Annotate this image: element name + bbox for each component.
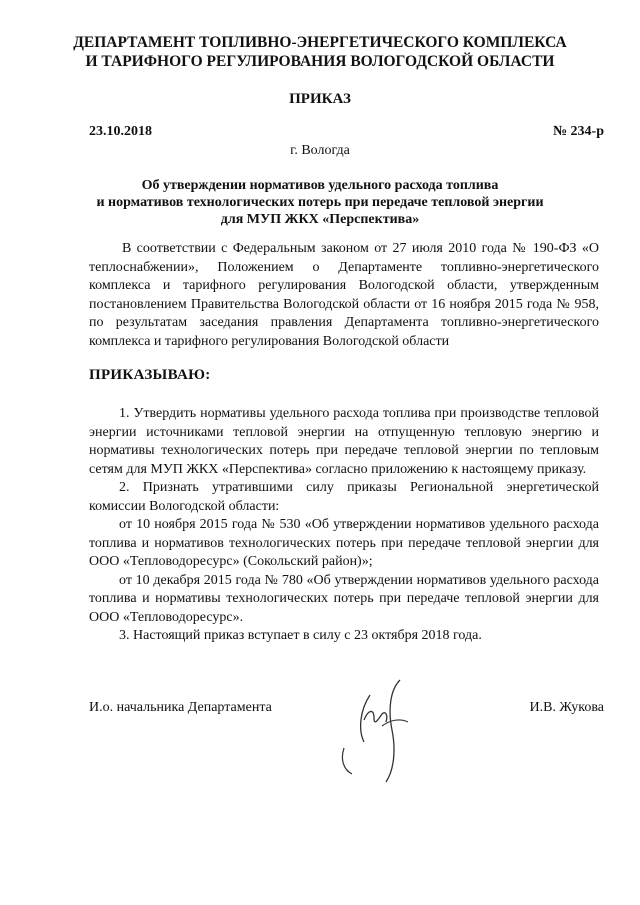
department-line-1: ДЕПАРТАМЕНТ ТОПЛИВНО-ЭНЕРГЕТИЧЕСКОГО КОМПЛЕКСА (73, 34, 567, 51)
order-subject (0, 177, 640, 228)
department-line-2: И ТАРИФНОГО РЕГУЛИРОВАНИЯ ВОЛОГОДСКОЙ ОБЛАСТИ (85, 53, 555, 70)
order-city: г. Вологда (290, 143, 350, 158)
handwritten-signature (330, 670, 430, 790)
order-items (89, 405, 599, 646)
signatory-name: И.В. Жукова (529, 700, 604, 715)
document-type: ПРИКАЗ (289, 91, 351, 107)
department-header (0, 33, 640, 71)
subject-line-1: Об утверждении нормативов удельного расхода топлива (141, 178, 499, 193)
order-number: № 234-р (552, 124, 604, 139)
order-item-2-sub-1: от 10 ноября 2015 года № 530 «Об утверждении нормативов удельного расхода топлива и нормативов технологических потерь при передаче тепловой энергии для ООО «Тепловодоресурс» (Сокольский район)»; (89, 517, 599, 569)
signatory-role: И.о. начальника Департамента (89, 700, 272, 715)
subject-line-3: для МУП ЖКХ «Перспектива» (220, 212, 420, 227)
order-word: ПРИКАЗЫВАЮ: (89, 367, 211, 383)
order-date: 23.10.2018 (89, 124, 152, 139)
subject-line-2: и нормативов технологических потерь при передаче тепловой энергии (96, 195, 544, 210)
order-item-2: 2. Признать утратившими силу приказы Региональной энергетической комиссии Вологодской области: (89, 480, 599, 514)
order-item-1: 1. Утвердить нормативы удельного расхода топлива при производстве тепловой энергии источниками тепловой энергии на отпущенную тепловую энергию и нормативы технологических потерь при передаче тепловой энергии по тепловым сетям для МУП ЖКХ «Перспектива» согласно приложению к настоящему приказу. (89, 406, 599, 477)
order-item-3: 3. Настоящий приказ вступает в силу с 23 октября 2018 года. (119, 628, 482, 643)
order-item-2-sub-2: от 10 декабря 2015 года № 780 «Об утверждении нормативов удельного расхода топлива и нормативы технологических потерь при передаче тепловой энергии для ООО «Тепловодоресурс». (89, 572, 599, 625)
preamble-paragraph: В соответствии с Федеральным законом от 27 июля 2010 года № 190-ФЗ «О теплоснабжении», Положением о Департаменте топливно-энергетического комплекса и тарифного регулирования Вологодской области, утвержденным постановлением Правительства Вологодской области от 16 ноября 2015 года № 958, по результатам заседания правления Департамента топливно-энергетического комплекса и тарифного регулирования Вологодской области (89, 241, 599, 349)
